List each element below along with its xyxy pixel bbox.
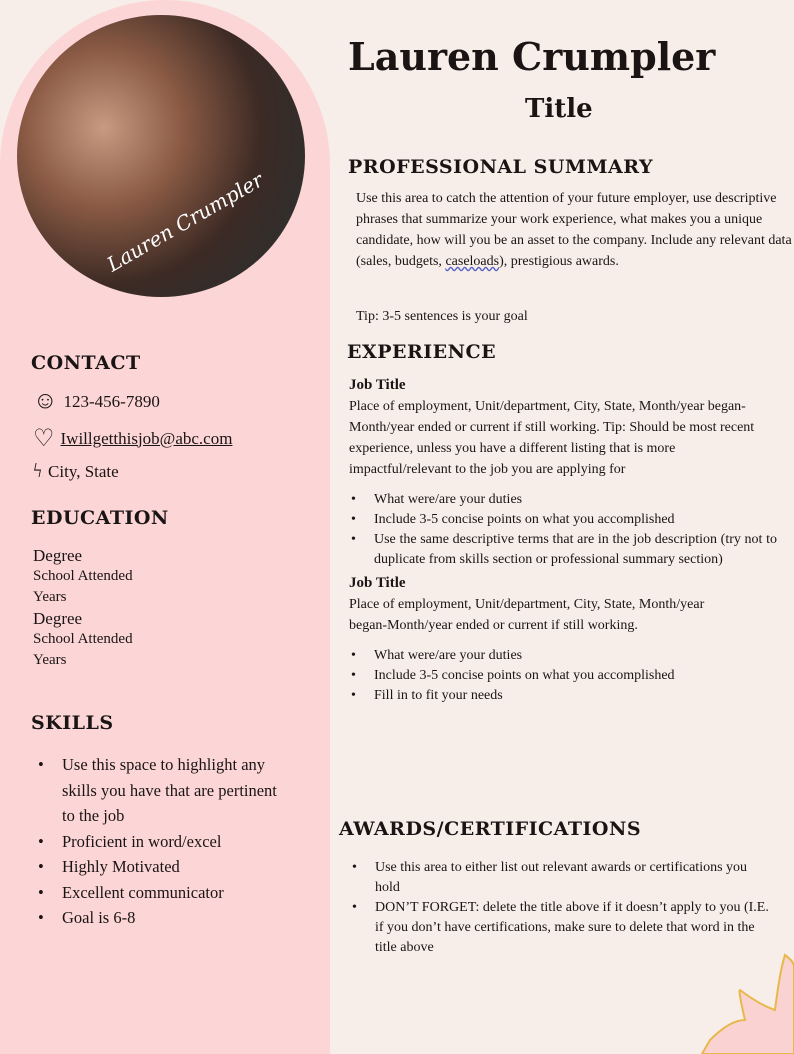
job-entry [349,375,777,706]
job-bullet: • Include 3-5 concise points on what you accomplished [349,666,769,686]
spellcheck-flagged-word[interactable]: caseloads [445,254,500,269]
decorative-star-shape [700,950,794,1054]
school: School Attended [33,568,133,584]
degree: Degree [33,609,83,628]
job-bullet: • Include 3-5 concise points on what you accomplished [349,510,777,530]
summary-text [356,188,794,272]
skill-item: • Highly Motivated [38,854,288,880]
skill-item: • Goal is 6-8 [38,905,288,931]
job-title: Job Title [349,575,406,591]
job-bullet: • Use the same descriptive terms that are in the job description (try not to duplicate from skills section or professional summary section) [349,530,777,570]
contact-location: ϟ City, State [33,460,119,482]
summary-tip: Tip: 3-5 sentences is your goal [356,309,528,324]
contact-heading: CONTACT [31,352,141,374]
profile-photo [17,15,305,297]
lightning-icon: ϟ [33,460,43,482]
degree: Degree [33,546,83,565]
summary-part: ), prestigious awards. [499,254,619,269]
contact-email[interactable]: ♡ Iwillgetthisjob@abc.com [33,426,233,452]
job-bullet: • What were/are your duties [349,490,777,510]
school: School Attended [33,631,133,647]
job-bullet: • What were/are your duties [349,646,769,666]
photo-signature: Lauren Crumpler [102,167,268,277]
heart-icon: ♡ [33,426,55,452]
job-title: Job Title [349,377,406,393]
years: Years [33,589,67,605]
job-description: Place of employment, Unit/department, City, State, Month/year began-Month/year ended or current if still working. Tip: Should be most recent experience, unless you have a different listing that is more impactful/relevant to the job you are applying for [349,399,755,477]
education-heading: EDUCATION [31,507,169,529]
summary-part: Use this area to catch the attention of your future employer, use descriptive phrases that summarize your work experience, what makes you a unique candidate, how will you be an asset to the company. Include any relevant data (sales, budgets, [356,191,792,269]
awards-list [350,858,770,958]
skills-list [38,752,288,931]
job-description: Place of employment, Unit/department, City, State, Month/year began-Month/year ended or current if still working. [349,597,705,633]
skill-item: • Excellent communicator [38,880,288,906]
awards-heading: AWARDS/CERTIFICATIONS [339,818,642,840]
experience-heading: EXPERIENCE [347,341,497,363]
skill-item: • Proficient in word/excel [38,829,288,855]
education-list [33,545,133,671]
smiley-icon: ☺ [33,388,58,414]
job-title-heading: Title [525,94,593,124]
contact-phone: ☺ 123-456-7890 [33,388,160,414]
skills-heading: SKILLS [31,712,114,734]
award-bullet: • DON’T FORGET: delete the title above if it doesn’t apply to you (I.E. if you don’t have certifications, make sure to delete that word in the title above [350,898,770,958]
applicant-name: Lauren Crumpler [348,34,716,79]
skill-item: • Use this space to highlight any skills you have that are pertinent to the job [38,752,288,829]
award-bullet: • Use this area to either list out relevant awards or certifications you hold [350,858,770,898]
years: Years [33,652,67,668]
job-bullet: • Fill in to fit your needs [349,686,769,706]
summary-heading: PROFESSIONAL SUMMARY [348,156,654,178]
